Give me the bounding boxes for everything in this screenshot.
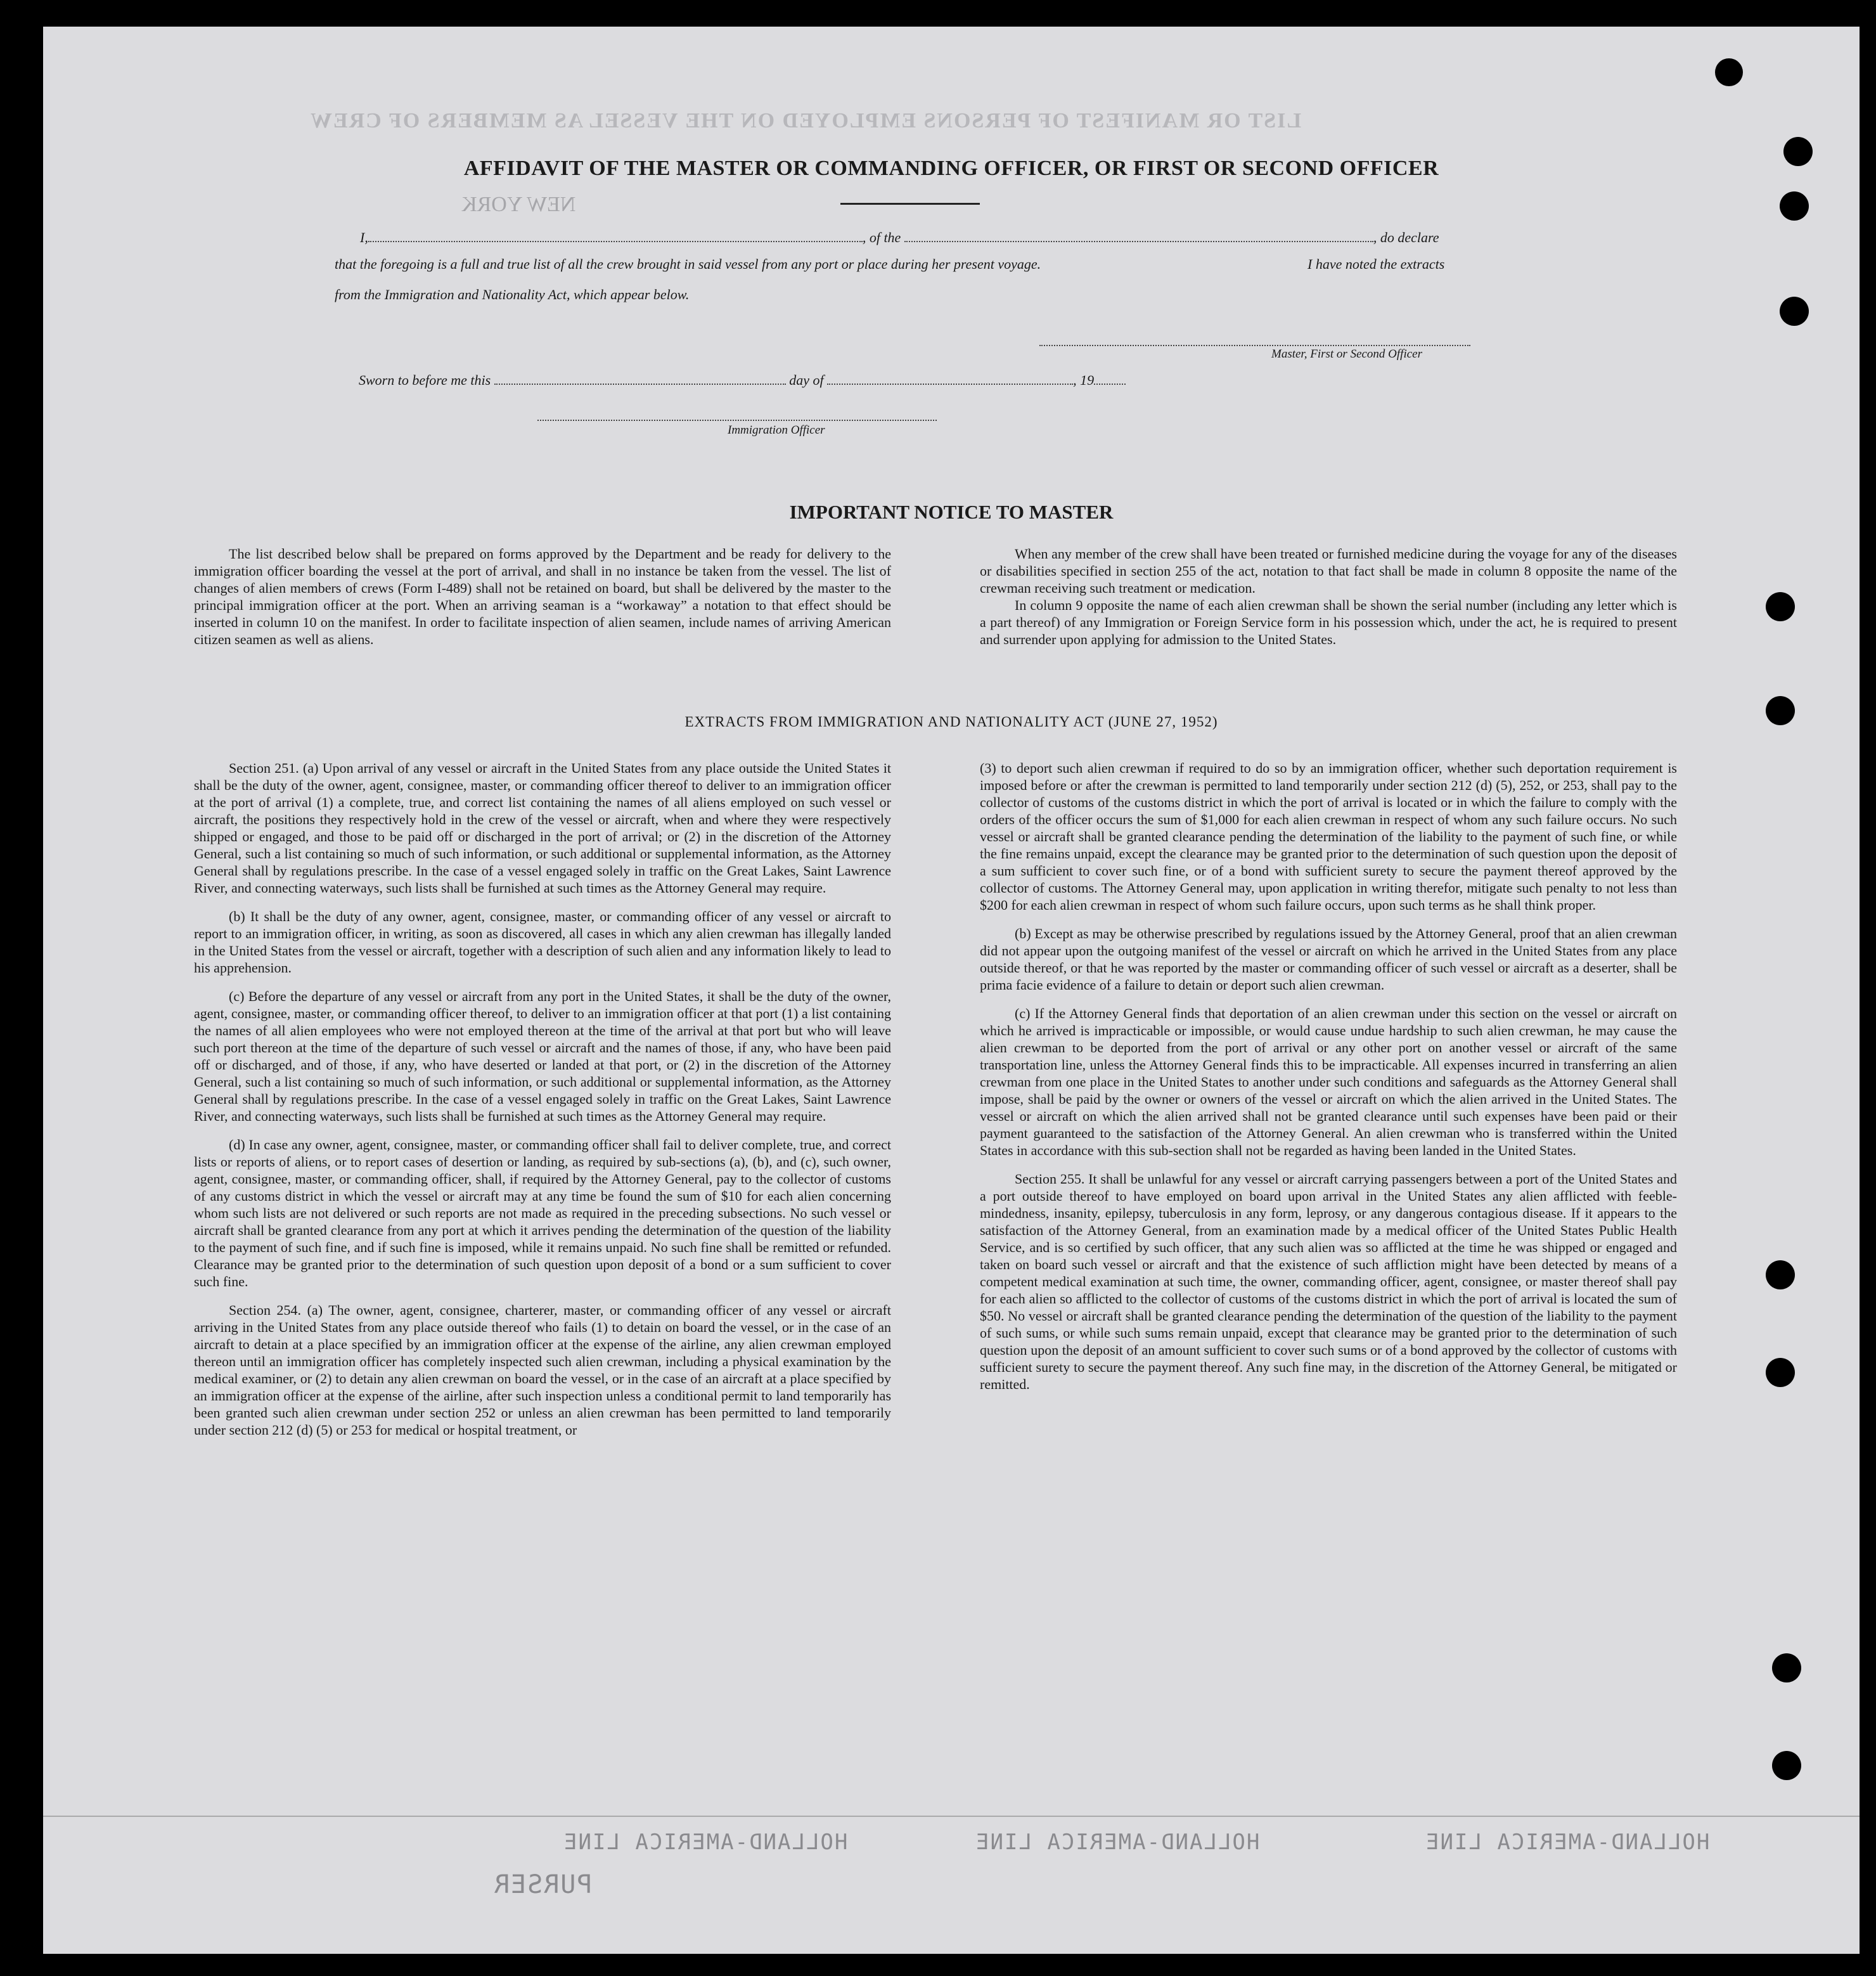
notice-heading: IMPORTANT NOTICE TO MASTER [789,501,1114,523]
sworn-day-label: day of [789,372,824,388]
vessel-field[interactable] [904,229,1373,242]
master-signature-line[interactable] [1039,345,1470,346]
declaration-line-2-right: I have noted the extracts [1307,256,1445,272]
punch-hole [1766,1260,1795,1289]
punch-hole [1766,1358,1795,1387]
punch-hole [1766,696,1795,725]
sworn-year-field[interactable] [1094,372,1126,385]
sworn-prefix: Sworn to before me this [359,372,491,388]
notice-left-column [194,545,891,659]
bleedthrough-port: NEW YORK [461,193,576,216]
name-field[interactable] [368,229,863,242]
punch-hole [1715,58,1743,86]
document-page [43,27,1860,1954]
extracts-right-column [980,759,1677,1404]
punch-hole [1783,137,1813,166]
notice-left-text: The list described below shall be prepared on forms approved by the Department and be ready for delivery to the immigration officer boarding the vessel at the port of arrival, and shall in no instance be taken from the vessel. The list of changes of alien members of crews (Form I-489) shall not be retained on board, but shall be delivered by the master to the principal immigration officer at the port. When an arriving seaman is a “workaway” a notation to that effect should be inserted in column 10 on the manifest. In order to facilitate inspection of alien seamen, include names of arriving American citizen seamen as well as aliens. [194,546,891,647]
punch-hole [1772,1653,1801,1682]
sworn-day-field[interactable] [494,372,786,385]
declaration-line-2: that the foregoing is a full and true list of all the crew brought in said vessel from any port or place during her present voyage. [335,256,1041,272]
punch-hole [1772,1751,1801,1780]
extract-section-251d: (d) In case any owner, agent, consignee, master, or commanding officer shall fail to deliver complete, true, and correct lists or reports of aliens, or to report cases of desertion or landing, as required by sub-sections (a), (b), and (c), such owner, agent, consignee, master, or commanding officer, shall, if required by the Attorney General, pay to the collector of customs of any customs district in which the vessel or aircraft may at any time be found the sum of $10 for each alien concerning whom such lists are not delivered or such reports are not made as required in the preceding subsections. No such vessel or aircraft shall be granted clearance from any port at which it arrives pending the determination of the question of the liability to the payment of such fine, and if such fine is imposed, while it remains unpaid. No such fine shall be remitted or refunded. Clearance may be granted prior to the determination of such question upon deposit of a bond or a sum sufficient to cover such fine. [194,1137,891,1289]
extract-section-254a: Section 254. (a) The owner, agent, consignee, charterer, master, or commanding officer of any vessel or aircraft arriving in the United States from any place outside thereof who fails (1) to detain on board the vessel, or in the case of an aircraft to detain at a place specified by an immigration officer at the expense of the airline, any alien crewman employed thereon until an immigration officer has completely inspected such alien crewman, including a physical examination by the medical examiner, or (2) to detain any alien crewman on board the vessel, or in the case of an aircraft at a place specified by an immigration officer at the expense of the airline, after such inspection unless a conditional permit to land temporarily has been granted such alien crewman under section 252 or unless an alien crewman has been permitted to land temporarily under section 212 (d) (5) or 253 for medical or hospital treatment, or [194,1302,891,1438]
officer-label: Immigration Officer [728,423,825,437]
notice-right-text-1: When any member of the crew shall have been treated or furnished medicine during the voyage for any of the diseases or disabilities specified in section 255 of the act, notation to that fact shall be made in column 8 opposite the name of the crewman receiving such treatment or medication. [980,546,1677,596]
holland-america-stamp-3: HOLLAND-AMERICA LINE [1425,1830,1710,1855]
punch-hole [1780,191,1809,221]
declaration-mid: , of the [862,229,901,245]
purser-stamp: PURSER [493,1870,593,1899]
extract-section-254b: (b) Except as may be otherwise prescribed by regulations issued by the Attorney General, proof that an alien crewman did not appear upon the outgoing manifest of the vessel or aircraft on which he arrived in the United States from any place outside thereof, or that he was reported by the master or commanding officer of such vessel or aircraft as a deserter, shall be prima facie evidence of a failure to detain or deport such alien crewman. [980,926,1677,993]
sworn-month-field[interactable] [827,372,1073,385]
affidavit-title: AFFIDAVIT OF THE MASTER OR COMMANDING OFFICER, OR FIRST OR SECOND OFFICER [463,157,1439,180]
master-label: Master, First or Second Officer [1271,347,1423,361]
extract-section-254c: (c) If the Attorney General finds that deportation of an alien crewman under this section on the vessel or aircraft on which he arrived is impracticable or impossible, or would cause undue hardship to such alien crewman, he may cause the alien crewman to be deported from the port of arrival or any other port on another vessel or aircraft of the same transportation line, unless the Attorney General finds this to be impracticable. All expenses incurred in transferring an alien crewman from one place in the United States to another under such conditions and safeguards as the Attorney General shall impose, shall be paid by the owner or owners of the vessel or aircraft on which the alien arrived in the United States. The vessel or aircraft on which the alien arrived shall not be granted clearance until such expenses have been paid or their payment guaranteed to the satisfaction of the Attorney General. An alien crewman who is transferred within the United States in accordance with this sub-section shall not be regarded as having been landed in the United States. [980,1005,1677,1158]
title-rule [840,203,980,205]
extracts-heading: EXTRACTS FROM IMMIGRATION AND NATIONALITY ACT (JUNE 27, 1952) [684,714,1218,730]
declaration-line-3: from the Immigration and Nationality Act, which appear below. [335,287,690,302]
extract-section-255: Section 255. It shall be unlawful for any vessel or aircraft carrying passengers between a port of the United States and a port outside thereof to have employed on board upon arrival in the United States any alien afflicted with feeble-mindedness, insanity, epilepsy, tuberculosis in any form, leprosy, or any dangerous contagious disease. If it appears to the satisfaction of the Attorney General, from an examination made by a medical officer of the United States Public Health Service, and is so certified by such officer, that any such alien was so afflicted at the time he was shipped or engaged and taken on board such vessel or aircraft and that the existence of such affliction might have been detected by means of a competent medical examination at such time, the owner, commanding officer, agent, consignee, or master thereof shall pay for each alien so afflicted to the collector of customs of the customs district in which the port of arrival is located the sum of $50. No vessel or aircraft shall be granted clearance pending the determination of the question of the liability to the payment of such sums, or while such sums remain unpaid, except that clearance may be granted prior to the determination of such question upon the deposit of an amount sufficient to cover such sums or of a bond approved by the collector of customs with sufficient surety to secure the payment thereof. Any such fine may, in the discretion of the Attorney General, be mitigated or remitted. [980,1171,1677,1392]
declaration-line-1 [360,229,1596,246]
sworn-year-label: , 19 [1073,372,1095,388]
officer-signature-line[interactable] [537,420,937,421]
extract-section-251b: (b) It shall be the duty of any owner, agent, consignee, master, or commanding officer of any vessel or aircraft to report to an immigration officer, in writing, as soon as discovered, all cases in which any alien crewman has illegally landed in the United States from the vessel or aircraft, together with a description of such alien and any information likely to lead to his apprehension. [194,908,891,976]
bottom-rule [43,1816,1860,1817]
extract-section-254a-cont: (3) to deport such alien crewman if required to do so by an immigration officer, whether such deportation requirement is imposed before or after the crewman is permitted to land temporarily under section 212 (d) (5), 252, or 253, shall pay to the collector of customs of the customs district in which the port of arrival is located or in which the failure to comply with the orders of the officer occurs the sum of $1,000 for each alien crewman in respect of whom any such failure occurs. No such vessel or aircraft shall be granted clearance pending the determination of the liability to the payment of such fine, or while the fine remains unpaid, except the clearance may be granted prior to the determination of such question upon the deposit of a sum sufficient to cover such fine, or of a bond with sufficient surety to secure the payment thereof approved by the collector of customs. The Attorney General may, upon application in writing therefor, mitigate such penalty to not less than $200 for each alien crewman in respect of whom such failure occurs, upon such terms as he shall think proper. [980,760,1677,913]
punch-hole [1766,592,1795,621]
declaration-suffix: , do declare [1373,229,1439,245]
notice-right-text-2: In column 9 opposite the name of each alien crewman shall be shown the serial number (including any letter which is a part thereof) of any Immigration or Foreign Service form in his possession which, under the act, he is required to present and surrender upon applying for admission to the United States. [980,597,1677,647]
notice-right-column [980,545,1677,659]
punch-hole [1780,297,1809,326]
sworn-line [359,372,1126,389]
extract-section-251c: (c) Before the departure of any vessel or aircraft from any port in the United States, it shall be the duty of the owner, agent, consignee, master, or commanding officer thereof, to deliver to an immigration officer at that port (1) a list containing the names of all alien employees who were not employed thereon at the time of the arrival at that port but who will leave such port thereon at the time of the departure of such vessel or aircraft and the names of those, if any, who have been paid off or discharged, and of those, if any, who have deserted or landed at that port, or (2) in the discretion of the Attorney General, such a list containing so much of such information, or such additional or supplemental information, as the Attorney General shall by regulations prescribe. In the case of a vessel engaged solely in traffic on the Great Lakes, Saint Lawrence River, and connecting waterways, such lists shall be furnished at such times as the Attorney General may require. [194,988,891,1124]
bleedthrough-header: LIST OR MANIFEST OF PERSONS EMPLOYED ON THE VESSEL AS MEMBERS OF CREW [309,109,1302,132]
holland-america-stamp-1: HOLLAND-AMERICA LINE [563,1830,848,1855]
extracts-left-column [194,759,891,1450]
declaration-prefix: I, [360,229,368,245]
holland-america-stamp-2: HOLLAND-AMERICA LINE [975,1830,1260,1855]
extract-section-251a: Section 251. (a) Upon arrival of any vessel or aircraft in the United States from any place outside the United States it shall be the duty of the owner, agent, consignee, master, or commanding officer thereof to deliver to an immigration officer at the port of arrival (1) a complete, true, and correct list containing the names of all aliens employed on such vessel or aircraft, the positions they respectively hold in the crew of the vessel or aircraft, when and where they were respectively shipped or engaged, and those to be paid off or discharged in the port of arrival; or (2) in the discretion of the Attorney General, such a list containing so much of such information, or such additional or supplemental information, as the Attorney General shall by regulations prescribe. In the case of a vessel engaged solely in traffic on the Great Lakes, Saint Lawrence River, and connecting waterways, such lists shall be furnished at such times as the Attorney General may require. [194,760,891,896]
